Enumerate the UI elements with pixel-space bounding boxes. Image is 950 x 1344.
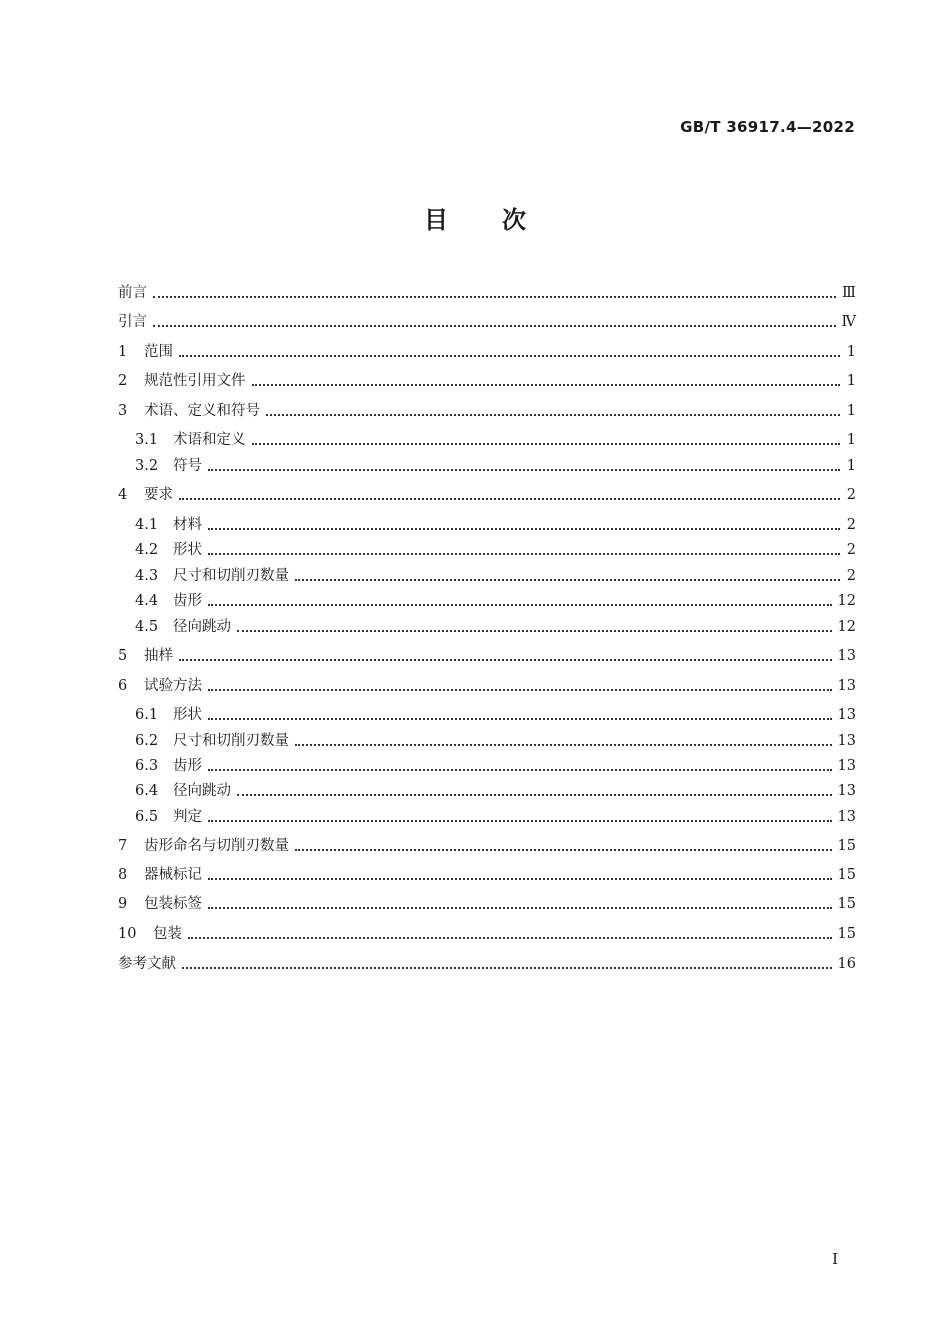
- toc-entry-number: 4.5: [135, 619, 159, 635]
- toc-entry[interactable]: [118, 864, 856, 886]
- toc-entry[interactable]: [118, 514, 856, 536]
- toc-entry-label: 符号: [173, 458, 202, 474]
- page-number: I: [832, 1250, 838, 1268]
- toc-entry-label: 尺寸和切削刃数量: [173, 733, 289, 749]
- toc-leader-dots: [179, 498, 840, 500]
- toc-entry-page: 13: [837, 648, 856, 664]
- toc-entry-number: 9: [118, 896, 128, 912]
- toc-leader-dots: [208, 907, 832, 909]
- toc-entry-label: 前言: [118, 285, 147, 301]
- toc-entry-label: 包装标签: [144, 896, 202, 912]
- toc-entry-label: 包装: [153, 926, 182, 942]
- toc-leader-dots: [208, 604, 832, 606]
- toc-entry[interactable]: [118, 755, 856, 777]
- toc-entry[interactable]: [118, 590, 856, 612]
- toc-entry-label: 参考文献: [118, 956, 176, 972]
- toc-entry[interactable]: [118, 400, 856, 422]
- toc-entry-number: 6.1: [135, 707, 159, 723]
- toc-entry-number: 4.1: [135, 517, 159, 533]
- toc-entry[interactable]: [118, 645, 856, 667]
- toc-entry[interactable]: [118, 806, 856, 828]
- toc-leader-dots: [237, 794, 832, 796]
- toc-entry[interactable]: [118, 953, 856, 975]
- toc-entry[interactable]: [118, 565, 856, 587]
- toc-leader-dots: [237, 630, 832, 632]
- toc-entry-number: 10: [118, 926, 137, 942]
- toc-entry-page: 15: [837, 896, 856, 912]
- toc-entry-number: 6.3: [135, 758, 159, 774]
- toc-entry-number: 4.3: [135, 568, 159, 584]
- toc-entry-number: 6.4: [135, 783, 159, 799]
- toc-entry-label: 要求: [144, 487, 173, 503]
- toc-entry-label: 器械标记: [144, 867, 202, 883]
- toc-entry[interactable]: [118, 616, 856, 638]
- toc-entry[interactable]: [118, 282, 856, 304]
- toc-entry-page: 15: [837, 867, 856, 883]
- toc-entry[interactable]: [118, 835, 856, 857]
- toc-entry-page: 13: [837, 678, 856, 694]
- toc-leader-dots: [182, 967, 832, 969]
- toc-leader-dots: [295, 849, 832, 851]
- toc-entry-label: 抽样: [144, 648, 173, 664]
- toc-leader-dots: [179, 355, 840, 357]
- toc-entry-number: 4: [118, 487, 128, 503]
- toc-entry-label: 形状: [173, 542, 202, 558]
- toc-entry-page: 13: [837, 783, 856, 799]
- toc-entry-label: 径向跳动: [173, 783, 231, 799]
- toc-leader-dots: [208, 820, 832, 822]
- toc-leader-dots: [153, 325, 836, 327]
- toc-leader-dots: [208, 769, 832, 771]
- toc-entry-page: 15: [837, 926, 856, 942]
- toc-entry-page: 13: [837, 733, 856, 749]
- toc-entry-page: 15: [837, 838, 856, 854]
- toc-entry-page: 2: [846, 517, 856, 533]
- toc-entry-page: 13: [837, 809, 856, 825]
- toc-entry[interactable]: [118, 675, 856, 697]
- toc-entry-number: 8: [118, 867, 128, 883]
- toc-leader-dots: [208, 553, 840, 555]
- toc-entry-label: 形状: [173, 707, 202, 723]
- toc-entry-label: 判定: [173, 809, 202, 825]
- toc-entry-label: 规范性引用文件: [144, 373, 246, 389]
- toc-leader-dots: [252, 384, 841, 386]
- toc-entry-page: 2: [846, 568, 856, 584]
- toc-entry-number: 3: [118, 403, 128, 419]
- toc-entry[interactable]: [118, 539, 856, 561]
- toc-entry-label: 范围: [144, 344, 173, 360]
- toc-entry-label: 试验方法: [144, 678, 202, 694]
- toc-entry[interactable]: [118, 455, 856, 477]
- toc-entry-label: 齿形命名与切削刃数量: [144, 838, 289, 854]
- toc-entry[interactable]: [118, 730, 856, 752]
- toc-entry-page: 12: [837, 619, 856, 635]
- toc-entry-page: 1: [846, 432, 856, 448]
- toc-entry-number: 3.1: [135, 432, 159, 448]
- toc-leader-dots: [179, 659, 832, 661]
- toc-leader-dots: [208, 718, 832, 720]
- toc-leader-dots: [188, 937, 832, 939]
- page-title: [0, 200, 950, 235]
- toc-entry[interactable]: [118, 341, 856, 363]
- toc-leader-dots: [208, 878, 832, 880]
- toc-entry-number: 4.2: [135, 542, 159, 558]
- toc-entry-page: 2: [846, 487, 856, 503]
- toc-leader-dots: [266, 414, 840, 416]
- toc-entry-page: Ⅲ: [842, 285, 856, 301]
- toc-entry[interactable]: [118, 311, 856, 333]
- toc-leader-dots: [252, 443, 841, 445]
- toc-entry[interactable]: [118, 893, 856, 915]
- toc-entry-number: 2: [118, 373, 128, 389]
- toc-entry-label: 材料: [173, 517, 202, 533]
- toc-entry-page: 1: [846, 373, 856, 389]
- toc-entry-page: 2: [846, 542, 856, 558]
- toc-leader-dots: [295, 744, 832, 746]
- toc-entry-label: 径向跳动: [173, 619, 231, 635]
- toc-entry-page: 12: [837, 593, 856, 609]
- toc-entry-page: 1: [846, 458, 856, 474]
- toc-entry[interactable]: [118, 704, 856, 726]
- toc-entry-number: 4.4: [135, 593, 159, 609]
- toc-entry-label: 尺寸和切削刃数量: [173, 568, 289, 584]
- toc-entry[interactable]: [118, 780, 856, 802]
- title-char-1: 目: [424, 206, 448, 234]
- toc-entry[interactable]: [118, 370, 856, 392]
- toc-entry-page: 13: [837, 758, 856, 774]
- toc-entry-label: 术语和定义: [173, 432, 246, 448]
- toc-entry-label: 引言: [118, 314, 147, 330]
- toc-entry-page: Ⅳ: [841, 314, 856, 330]
- toc-entry[interactable]: [118, 429, 856, 451]
- toc-leader-dots: [153, 296, 836, 298]
- toc-entry-page: 1: [846, 403, 856, 419]
- toc-entry-number: 5: [118, 648, 128, 664]
- toc-entry-number: 1: [118, 344, 128, 360]
- toc-entry-page: 13: [837, 707, 856, 723]
- toc-entry-page: 16: [837, 956, 856, 972]
- toc-leader-dots: [208, 689, 832, 691]
- toc-entry-label: 齿形: [173, 758, 202, 774]
- toc-entry-number: 3.2: [135, 458, 159, 474]
- toc-entry[interactable]: [118, 484, 856, 506]
- toc-entry-label: 齿形: [173, 593, 202, 609]
- title-char-2: 次: [502, 206, 526, 234]
- toc-entry-page: 1: [846, 344, 856, 360]
- toc-leader-dots: [208, 528, 840, 530]
- toc-entry-number: 7: [118, 838, 128, 854]
- toc-leader-dots: [208, 469, 840, 471]
- toc-entry-label: 术语、定义和符号: [144, 403, 260, 419]
- toc-entry-number: 6.2: [135, 733, 159, 749]
- toc-entry[interactable]: [118, 923, 856, 945]
- standard-code: GB/T 36917.4—2022: [680, 118, 855, 136]
- toc-entry-number: 6: [118, 678, 128, 694]
- toc-leader-dots: [295, 579, 840, 581]
- toc-entry-number: 6.5: [135, 809, 159, 825]
